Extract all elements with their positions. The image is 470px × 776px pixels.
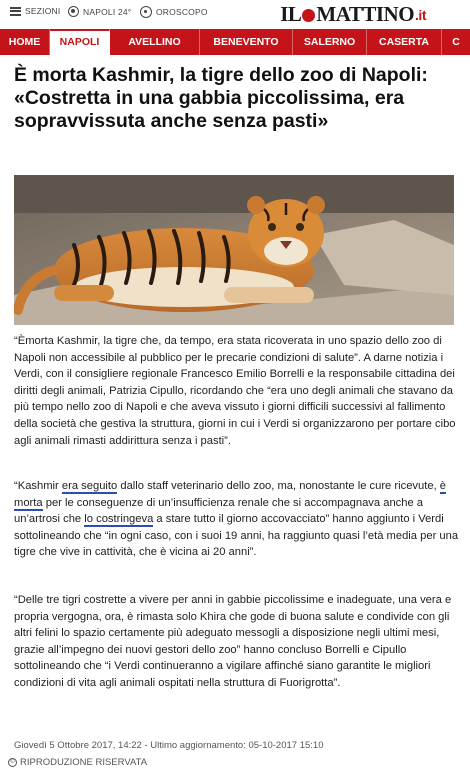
tab-home[interactable]: HOME (0, 29, 50, 55)
tab-avellino[interactable]: AVELLINO (110, 29, 200, 55)
top-bar (0, 0, 470, 26)
article-meta: Giovedì 5 Ottobre 2017, 14:22 - Ultimo aggiornamento: 05-10-2017 15:10 (14, 740, 324, 751)
article-paragraph-1: “Èmorta Kashmir, la tigre che, da tempo, era stata ricoverata in uno spazio dello zoo di Napoli non accessibile al pubblico per le precarie condizioni di salute”. A darne notizia i Verdi, con il consigliere regionale Francesco Emilio Borrelli e la responsabile cittadina dei diritti degli animali, Patrizia Cipullo, ricordando che “era uno degli animali che stavano da più tempo nello zoo di Napoli e che aveva vissuto i giorni difficili successivi al fallimento della società che gestiva la struttura, giorni in cui i Verdi si organizzarono per portare cibo agli animali rimasti addirittura senza i pasti”. (14, 335, 456, 447)
logo-sun-icon (302, 9, 315, 22)
paragraph-2-text: a stare tutto il giorno accovacciato” hanno aggiunto i Verdi sottolineando che “in ogni caso, con i suoi 19 anni, ha raggiunto quasi l’età media per una tigre che vive in cattività, che è vicina ai 20 anni”. (14, 513, 459, 559)
article-paragraph-3: “Delle tre tigri costrette a vivere per anni in gabbie piccolissime e inadeguate, una vera e propria vergogna, ora, è rimasta solo Khira che gode di buona salute e condivide con gli altri felini lo spazio certamente più adeguato messogli a disposizione negli ultimi mesi, grazie all’impegno dei nuovi gestori dello zoo” hanno concluso Borrelli e Cipullo sottolineando che “i Verdi continueranno a vigilare affinché siano garantite le migliori condizioni di vita agli animali ospitati nella struttura di Fuorigrotta”. (14, 594, 452, 689)
hamburger-menu-icon (10, 7, 21, 16)
copyright-icon: © (8, 758, 17, 767)
copyright-label: RIPRODUZIONE RISERVATA (20, 757, 148, 768)
sections-label: SEZIONI (25, 6, 61, 16)
paragraph-2-text: per le conseguenze di un’insufficienza renale che si accompagnava anche a un’artrosi che (14, 496, 424, 526)
tab-salerno[interactable]: SALERNO (293, 29, 367, 55)
logo-text-mattino: MATTINO (316, 2, 415, 26)
copyright-notice (8, 757, 147, 768)
main-nav (0, 29, 470, 55)
article-title: È morta Kashmir, la tigre dello zoo di Napoli: «Costretta in una gabbia piccolissima, era sopravvissuta anche senza pasti» (14, 64, 428, 132)
article-paragraph-2 (14, 478, 460, 561)
underlined-phrase-2: è morta (14, 480, 447, 509)
tab-benevento[interactable]: BENEVENTO (200, 29, 293, 55)
logo-tld: .it (415, 6, 426, 23)
weather-link[interactable] (68, 6, 131, 17)
horoscope-icon (140, 6, 152, 18)
article-photo (14, 175, 454, 325)
tab-more[interactable]: C (452, 36, 460, 48)
weather-label: NAPOLI 24° (83, 6, 132, 17)
site-logo[interactable] (280, 2, 426, 27)
horoscope-label: OROSCOPO (156, 7, 208, 17)
weather-icon (68, 6, 79, 17)
underlined-phrase-3: lo costringeva (84, 513, 154, 526)
sections-menu[interactable] (10, 6, 60, 16)
tab-napoli[interactable]: NAPOLI (50, 29, 110, 55)
logo-text-il: IL (280, 2, 302, 26)
paragraph-2-text: “Kashmir (14, 480, 62, 492)
horoscope-link[interactable] (140, 6, 208, 18)
paragraph-2-text: dallo staff veterinario dello zoo, ma, nonostante le cure ricevute, (117, 480, 440, 492)
tab-caserta[interactable]: CASERTA (367, 29, 442, 55)
underlined-phrase-1: era seguito (61, 480, 118, 492)
